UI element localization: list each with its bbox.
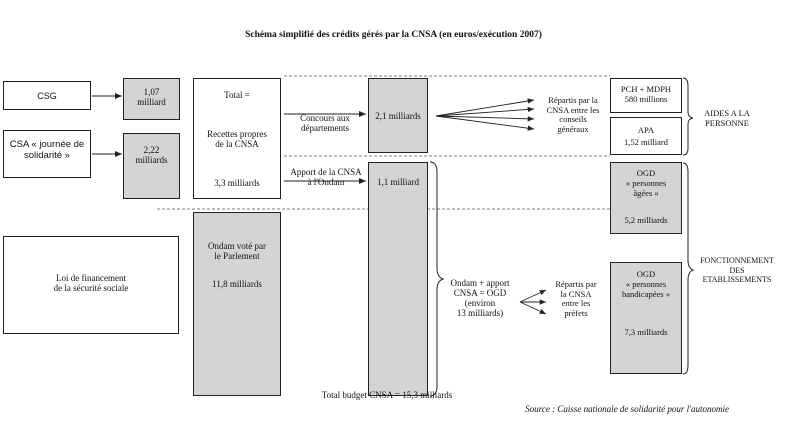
csa-amount: 2,22 milliards <box>135 145 168 165</box>
csg-amount-box <box>123 78 180 120</box>
ogd-ph-amount: 7,3 milliards <box>624 327 668 337</box>
ogd-ph-box <box>610 262 682 374</box>
ogd-pa-box <box>610 162 682 234</box>
pch-box <box>610 78 682 113</box>
apa-label: APA <box>637 125 655 135</box>
ogd-pa-label: OGD « personnes âgées » <box>625 168 667 198</box>
ondam-box <box>193 212 281 396</box>
repartition-prefets: Répartis par la CNSA entre les préfets <box>555 279 597 318</box>
csa-box <box>3 130 91 178</box>
csg-amount: 1,07 milliard <box>137 87 166 107</box>
cnsa-recettes-amount: 3,3 milliards <box>214 178 260 188</box>
source-note: Source : Caisse nationale de solidarité pour l'autonomie <box>525 404 729 414</box>
csg-label: CSG <box>37 91 57 101</box>
repartition-departements: Répartis par la CNSA entre les conseils généraux <box>546 95 600 134</box>
apport-label: Apport de la CNSA à l'Ondam <box>290 167 362 187</box>
lfss-label: Loi de financement de la sécurité sociale <box>53 273 129 293</box>
lfss-box <box>3 236 179 334</box>
apa-amount: 1,52 milliard <box>624 137 668 147</box>
fan-arrow-prefets-3 <box>520 302 546 314</box>
total-budget-label: Total budget CNSA = 15,3 milliards <box>321 390 453 400</box>
pch-label: PCH + MDPH 580 millions <box>620 84 672 104</box>
cnsa-recettes-label: Recettes propres de la CNSA <box>207 129 267 149</box>
concours-amount-box <box>368 78 428 153</box>
brace-fonctionnement <box>683 163 693 374</box>
csg-box <box>3 81 91 110</box>
ondam-ogd-label: Ondam + apport CNSA = OGD (environ 13 milliards) <box>450 278 510 318</box>
ogd-pa-amount: 5,2 milliards <box>624 215 668 225</box>
apport-amount-box <box>368 162 428 396</box>
fan-arrow-2 <box>436 109 534 116</box>
ondam-amount: 11,8 milliards <box>212 279 262 289</box>
category-fonctionnement: FONCTIONNEMENT DES ETABLISSEMENTS <box>700 256 774 284</box>
ogd-ph-label: OGD « personnes handicapées » <box>622 269 670 299</box>
cnsa-total-label: Total = <box>224 90 250 100</box>
category-aides: AIDES A LA PERSONNE <box>704 108 750 128</box>
diagram-title: Schéma simplifié des crédits gérés par la CNSA (en euros/exécution 2007) <box>245 30 542 40</box>
brace-aides <box>683 78 693 155</box>
ondam-label: Ondam voté par le Parlement <box>208 241 266 261</box>
cnsa-total-box <box>193 78 281 199</box>
fan-arrow-prefets-1 <box>520 290 546 302</box>
apa-box <box>610 117 682 155</box>
concours-label: Concours aux départements <box>300 113 350 133</box>
apport-amount: 1,1 milliard <box>377 177 419 187</box>
csa-amount-box <box>123 133 180 199</box>
concours-amount: 2,1 milliards <box>375 111 421 121</box>
fan-arrow-1 <box>436 100 534 116</box>
csa-label: CSA « journée de solidarité » <box>9 139 85 161</box>
